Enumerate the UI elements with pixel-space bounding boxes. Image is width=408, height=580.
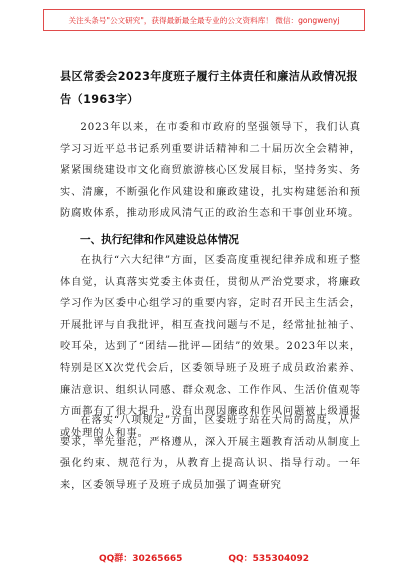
document-title-line1: 县区常委会2023年度班子履行主体责任和廉洁从政情况报 <box>60 70 358 83</box>
paragraph-eight-rules: 在落实“八项规定”方面，区委班子站在大局的高度，从严要求，率先垂范，严格遵从，深入开展主题教育活动从制度上强化约束、规范行为，从教育上提高认识、指导行动。一年来，区委领导班子及班子成员加强了调查研究 <box>60 415 361 491</box>
banner-text: 关注头条号"公文研究"，获得最新最全最专业的公文资料库！ 微信：gongwenyj <box>68 15 340 25</box>
footer-contacts <box>0 550 408 568</box>
top-banner <box>43 9 365 31</box>
paragraph-intro: 2023年以来，在市委和市政府的坚强领导下，我们认真学习习近平总书记系列重要讲话精神和二十届历次全会精神，紧紧围绕建设市文化商贸旅游核心区发展目标，坚持务实、务实、清廉，不断强化作风建设和廉政建设，扎实构建惩治和预防腐败体系，推动形成风清气正的政治生态和干事创业环境。 <box>60 122 361 220</box>
footer-qq-number: QQ：535304092 <box>228 554 310 564</box>
paragraph-discipline: 在执行“六大纪律”方面，区委高度重视纪律养成和班子整体自觉，认真落实党委主体责任，贯彻从严治党要求，将廉政学习作为区委中心组学习的重要内容，定时召开民主生活会，开展批评与自我批评，相互查找问题与不足，经常扯扯袖子、咬耳朵，达到了“团结—批评—团结”的效果。2023年以来，特别是区X次党代会后，区委领导班子及班子成员政治素养、廉洁意识、组织认同感、群众观念、工作作风、生活价值观等方面都有了很大提升，没有出现因廉政和作风问题被上级通报或处理的人和事。 <box>60 255 361 439</box>
footer-qq-group: QQ群：30265665 <box>98 554 183 564</box>
document-title-line2: 告（1963字） <box>60 93 139 106</box>
section-heading-1: 一、执行纪律和作风建设总体情况 <box>80 234 239 246</box>
